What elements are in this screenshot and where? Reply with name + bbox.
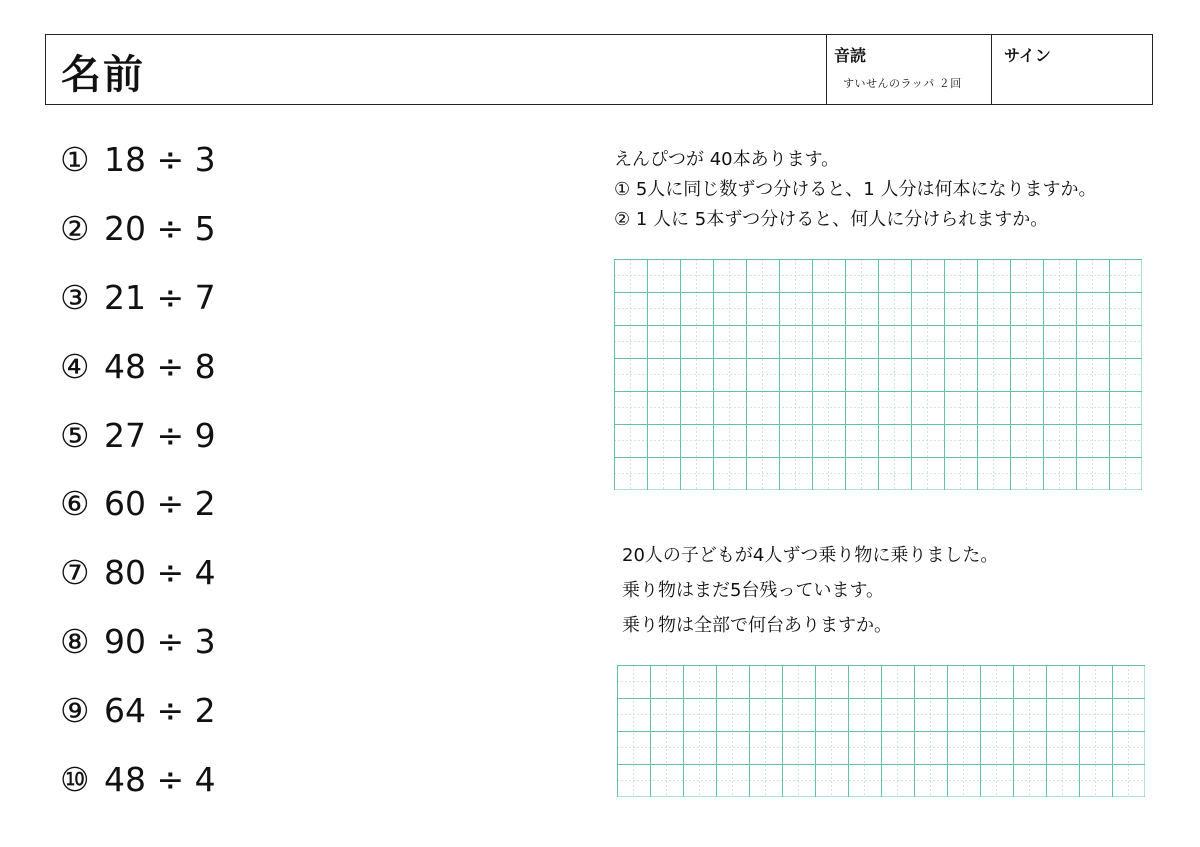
problem-number: ② [60, 209, 90, 248]
problem-expression: 48 ÷ 4 [104, 760, 216, 799]
problem-expression: 80 ÷ 4 [104, 553, 216, 592]
reading-box [826, 35, 991, 104]
problem-item [60, 484, 216, 524]
problem-number: ③ [60, 278, 90, 317]
word-problem-2 [622, 540, 998, 645]
reading-label: 音読 [834, 46, 867, 65]
problem-number: ⑥ [60, 484, 90, 523]
problem-number: ⑤ [60, 416, 90, 455]
problem-expression: 27 ÷ 9 [104, 416, 216, 455]
answer-grid-1[interactable] [614, 259, 1142, 490]
problem-item [60, 140, 216, 180]
problem-expression: 64 ÷ 2 [104, 691, 216, 730]
reading-detail: すいせんのラッパ ２回 [843, 77, 962, 90]
problem-item [60, 347, 216, 387]
word-problem-line: ② 1 人に 5本ずつ分けると、何人に分けられますか。 [614, 209, 1049, 230]
problem-item [60, 416, 216, 456]
word-problem-1 [614, 145, 1096, 235]
problem-expression: 48 ÷ 8 [104, 347, 216, 386]
problem-item [60, 760, 216, 800]
problem-number: ④ [60, 347, 90, 386]
problem-item [60, 553, 216, 593]
problem-expression: 21 ÷ 7 [104, 278, 216, 317]
word-problem-line: えんぴつが 40本あります。 [614, 149, 840, 170]
sign-box [991, 35, 1152, 104]
header-box [45, 34, 1153, 105]
problem-number: ⑦ [60, 553, 90, 592]
sign-label: サイン [1004, 46, 1051, 65]
word-problem-line: 乗り物は全部で何台ありますか。 [622, 615, 892, 636]
problem-item [60, 622, 216, 662]
problem-item [60, 278, 216, 318]
problem-number: ⑨ [60, 691, 90, 730]
problem-expression: 60 ÷ 2 [104, 484, 216, 523]
word-problem-line: 乗り物はまだ5台残っています。 [622, 580, 885, 601]
problem-number: ⑧ [60, 622, 90, 661]
name-label: 名前 [61, 52, 145, 98]
answer-grid-2[interactable] [617, 665, 1145, 797]
problem-expression: 20 ÷ 5 [104, 209, 216, 248]
problem-item [60, 209, 216, 249]
problem-number: ① [60, 140, 90, 179]
problem-item [60, 691, 216, 731]
word-problem-line: ① 5人に同じ数ずつ分けると、1 人分は何本になりますか。 [614, 179, 1097, 200]
word-problem-line: 20人の子どもが4人ずつ乗り物に乗りました。 [622, 545, 999, 566]
problem-expression: 18 ÷ 3 [104, 140, 216, 179]
problem-number: ⑩ [60, 760, 90, 799]
problem-expression: 90 ÷ 3 [104, 622, 216, 661]
